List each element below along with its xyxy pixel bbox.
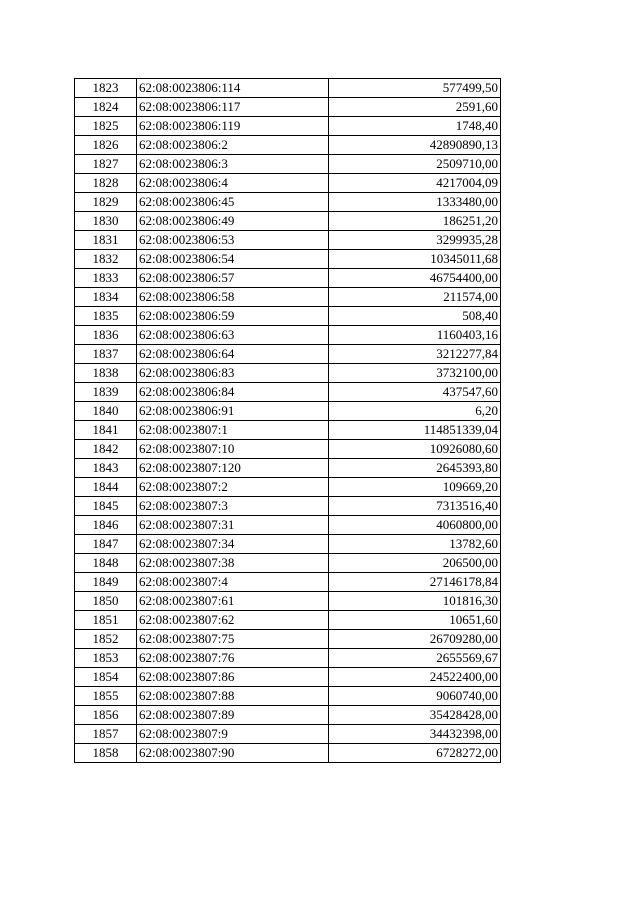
table-row <box>75 687 501 706</box>
value-cell: 2509710,00 <box>329 155 501 174</box>
value-cell: 9060740,00 <box>329 687 501 706</box>
row-number-cell: 1827 <box>75 155 137 174</box>
table-body <box>75 79 501 763</box>
row-number-cell: 1838 <box>75 364 137 383</box>
row-number-cell: 1839 <box>75 383 137 402</box>
value-cell: 10345011,68 <box>329 250 501 269</box>
row-number-cell: 1848 <box>75 554 137 573</box>
cadastral-number-cell: 62:08:0023807:62 <box>137 611 329 630</box>
table-row <box>75 535 501 554</box>
table-row <box>75 516 501 535</box>
table-row <box>75 193 501 212</box>
table-row <box>75 402 501 421</box>
value-cell: 3212277,84 <box>329 345 501 364</box>
row-number-cell: 1855 <box>75 687 137 706</box>
cadastral-number-cell: 62:08:0023807:31 <box>137 516 329 535</box>
table-row <box>75 174 501 193</box>
value-cell: 109669,20 <box>329 478 501 497</box>
value-cell: 577499,50 <box>329 79 501 98</box>
row-number-cell: 1852 <box>75 630 137 649</box>
table-row <box>75 326 501 345</box>
value-cell: 2591,60 <box>329 98 501 117</box>
value-cell: 42890890,13 <box>329 136 501 155</box>
table-row <box>75 478 501 497</box>
table-row <box>75 155 501 174</box>
row-number-cell: 1856 <box>75 706 137 725</box>
row-number-cell: 1842 <box>75 440 137 459</box>
row-number-cell: 1841 <box>75 421 137 440</box>
table-row <box>75 136 501 155</box>
row-number-cell: 1847 <box>75 535 137 554</box>
value-cell: 13782,60 <box>329 535 501 554</box>
row-number-cell: 1823 <box>75 79 137 98</box>
cadastral-number-cell: 62:08:0023806:119 <box>137 117 329 136</box>
cadastral-number-cell: 62:08:0023806:83 <box>137 364 329 383</box>
value-cell: 27146178,84 <box>329 573 501 592</box>
value-cell: 2655569,67 <box>329 649 501 668</box>
row-number-cell: 1837 <box>75 345 137 364</box>
row-number-cell: 1835 <box>75 307 137 326</box>
row-number-cell: 1849 <box>75 573 137 592</box>
cadastral-number-cell: 62:08:0023807:38 <box>137 554 329 573</box>
table-row <box>75 592 501 611</box>
row-number-cell: 1832 <box>75 250 137 269</box>
value-cell: 34432398,00 <box>329 725 501 744</box>
row-number-cell: 1853 <box>75 649 137 668</box>
table-row <box>75 459 501 478</box>
row-number-cell: 1836 <box>75 326 137 345</box>
value-cell: 101816,30 <box>329 592 501 611</box>
value-cell: 46754400,00 <box>329 269 501 288</box>
cadastral-number-cell: 62:08:0023807:4 <box>137 573 329 592</box>
value-cell: 4060800,00 <box>329 516 501 535</box>
cadastral-number-cell: 62:08:0023806:58 <box>137 288 329 307</box>
table-row <box>75 250 501 269</box>
table-row <box>75 307 501 326</box>
table-row <box>75 440 501 459</box>
table-row <box>75 706 501 725</box>
cadastral-number-cell: 62:08:0023807:34 <box>137 535 329 554</box>
cadastral-number-cell: 62:08:0023806:91 <box>137 402 329 421</box>
row-number-cell: 1824 <box>75 98 137 117</box>
value-cell: 1748,40 <box>329 117 501 136</box>
table-row <box>75 79 501 98</box>
row-number-cell: 1840 <box>75 402 137 421</box>
row-number-cell: 1825 <box>75 117 137 136</box>
cadastral-number-cell: 62:08:0023806:53 <box>137 231 329 250</box>
value-cell: 114851339,04 <box>329 421 501 440</box>
value-cell: 10651,60 <box>329 611 501 630</box>
cadastral-number-cell: 62:08:0023807:89 <box>137 706 329 725</box>
cadastral-number-cell: 62:08:0023807:10 <box>137 440 329 459</box>
cadastral-number-cell: 62:08:0023807:86 <box>137 668 329 687</box>
table-row <box>75 117 501 136</box>
row-number-cell: 1857 <box>75 725 137 744</box>
cadastral-number-cell: 62:08:0023806:45 <box>137 193 329 212</box>
cadastral-number-cell: 62:08:0023806:59 <box>137 307 329 326</box>
table-row <box>75 231 501 250</box>
value-cell: 35428428,00 <box>329 706 501 725</box>
row-number-cell: 1830 <box>75 212 137 231</box>
cadastral-number-cell: 62:08:0023806:117 <box>137 98 329 117</box>
table-row <box>75 212 501 231</box>
value-cell: 206500,00 <box>329 554 501 573</box>
table-row <box>75 668 501 687</box>
cadastral-number-cell: 62:08:0023806:84 <box>137 383 329 402</box>
cadastral-number-cell: 62:08:0023807:75 <box>137 630 329 649</box>
value-cell: 508,40 <box>329 307 501 326</box>
value-cell: 3732100,00 <box>329 364 501 383</box>
cadastral-number-cell: 62:08:0023807:120 <box>137 459 329 478</box>
cadastral-number-cell: 62:08:0023806:4 <box>137 174 329 193</box>
row-number-cell: 1826 <box>75 136 137 155</box>
row-number-cell: 1850 <box>75 592 137 611</box>
value-cell: 211574,00 <box>329 288 501 307</box>
value-cell: 24522400,00 <box>329 668 501 687</box>
row-number-cell: 1851 <box>75 611 137 630</box>
value-cell: 437547,60 <box>329 383 501 402</box>
value-cell: 4217004,09 <box>329 174 501 193</box>
cadastral-number-cell: 62:08:0023807:9 <box>137 725 329 744</box>
cadastral-number-cell: 62:08:0023806:54 <box>137 250 329 269</box>
cadastral-number-cell: 62:08:0023806:64 <box>137 345 329 364</box>
cadastral-number-cell: 62:08:0023807:3 <box>137 497 329 516</box>
table-row <box>75 497 501 516</box>
value-cell: 186251,20 <box>329 212 501 231</box>
cadastral-number-cell: 62:08:0023807:76 <box>137 649 329 668</box>
table-row <box>75 573 501 592</box>
table-row <box>75 725 501 744</box>
cadastral-number-cell: 62:08:0023807:2 <box>137 478 329 497</box>
cadastral-number-cell: 62:08:0023807:1 <box>137 421 329 440</box>
value-cell: 10926080,60 <box>329 440 501 459</box>
table-row <box>75 554 501 573</box>
table-row <box>75 383 501 402</box>
row-number-cell: 1834 <box>75 288 137 307</box>
cadastral-number-cell: 62:08:0023807:61 <box>137 592 329 611</box>
cadastral-number-cell: 62:08:0023806:49 <box>137 212 329 231</box>
value-cell: 2645393,80 <box>329 459 501 478</box>
table-row <box>75 421 501 440</box>
table-row <box>75 649 501 668</box>
value-cell: 7313516,40 <box>329 497 501 516</box>
value-cell: 26709280,00 <box>329 630 501 649</box>
row-number-cell: 1844 <box>75 478 137 497</box>
cadastral-number-cell: 62:08:0023806:3 <box>137 155 329 174</box>
table-row <box>75 364 501 383</box>
value-cell: 6728272,00 <box>329 744 501 763</box>
cadastral-value-table <box>74 78 501 763</box>
row-number-cell: 1846 <box>75 516 137 535</box>
value-cell: 1333480,00 <box>329 193 501 212</box>
row-number-cell: 1843 <box>75 459 137 478</box>
table-row <box>75 630 501 649</box>
table-row <box>75 269 501 288</box>
cadastral-number-cell: 62:08:0023807:88 <box>137 687 329 706</box>
row-number-cell: 1831 <box>75 231 137 250</box>
cadastral-number-cell: 62:08:0023806:2 <box>137 136 329 155</box>
cadastral-number-cell: 62:08:0023807:90 <box>137 744 329 763</box>
row-number-cell: 1858 <box>75 744 137 763</box>
row-number-cell: 1833 <box>75 269 137 288</box>
row-number-cell: 1829 <box>75 193 137 212</box>
table-row <box>75 288 501 307</box>
value-cell: 6,20 <box>329 402 501 421</box>
cadastral-number-cell: 62:08:0023806:57 <box>137 269 329 288</box>
table-row <box>75 345 501 364</box>
cadastral-number-cell: 62:08:0023806:63 <box>137 326 329 345</box>
row-number-cell: 1854 <box>75 668 137 687</box>
value-cell: 1160403,16 <box>329 326 501 345</box>
value-cell: 3299935,28 <box>329 231 501 250</box>
table-row <box>75 98 501 117</box>
table-row <box>75 611 501 630</box>
table-row <box>75 744 501 763</box>
row-number-cell: 1828 <box>75 174 137 193</box>
row-number-cell: 1845 <box>75 497 137 516</box>
cadastral-number-cell: 62:08:0023806:114 <box>137 79 329 98</box>
